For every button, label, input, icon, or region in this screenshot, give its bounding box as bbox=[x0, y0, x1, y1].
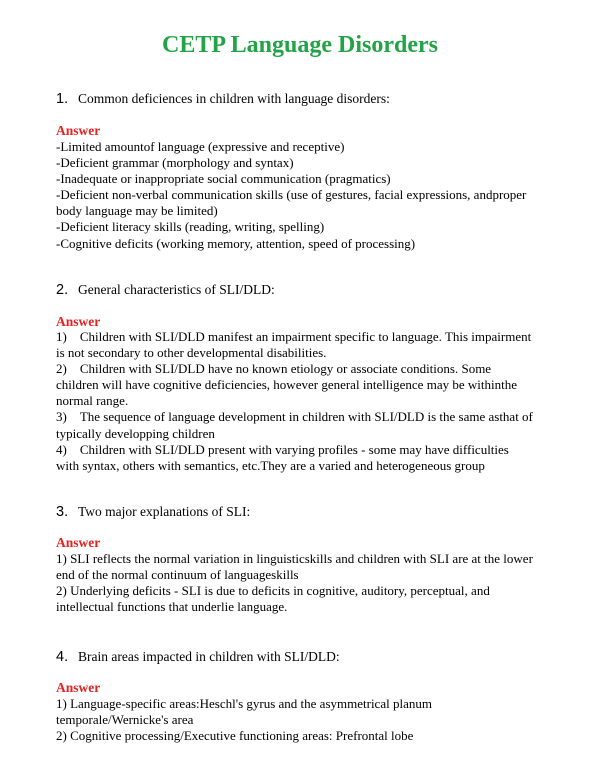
answer-line: 1) SLI reflects the normal variation in linguisticskills and children with SLI are at the lower bbox=[56, 551, 533, 566]
answer-line: 1) Language-specific areas:Heschl's gyrus and the asymmetrical planum bbox=[56, 696, 432, 711]
answer-line: normal range. bbox=[56, 393, 129, 409]
answer-4 bbox=[56, 696, 591, 744]
question-4-text: Brain areas impacted in children with SLI/DLD: bbox=[78, 649, 340, 664]
answer-1-label: Answer bbox=[56, 123, 101, 138]
answer-line: 2) Cognitive processing/Executive functioning areas: Prefrontal lobe bbox=[56, 728, 414, 744]
question-3-number: 3. bbox=[56, 504, 69, 520]
question-4 bbox=[56, 648, 576, 666]
answer-line: -Cognitive deficits (working memory, attention, speed of processing) bbox=[56, 235, 416, 251]
answer-4-label: Answer bbox=[56, 680, 101, 695]
question-1-text: Common deficiences in children with language disorders: bbox=[78, 91, 390, 106]
answer-line: 4) Children with SLI/DLD present with varying profiles - some may have difficulties bbox=[56, 441, 509, 457]
question-1-number: 1. bbox=[56, 91, 69, 107]
question-2-text: General characteristics of SLI/DLD: bbox=[78, 282, 275, 297]
answer-3 bbox=[56, 551, 591, 615]
question-3-text: Two major explanations of SLI: bbox=[78, 504, 251, 519]
answer-line: -Deficient literacy skills (reading, writing, spelling) bbox=[56, 219, 325, 235]
answer-line: typically developping children bbox=[56, 425, 215, 441]
answer-line: 2) Underlying deficits - SLI is due to deficits in cognitive, auditory, perceptual, and bbox=[56, 583, 490, 599]
answer-line: -Inadequate or inappropriate social communication (pragmatics) bbox=[56, 171, 391, 187]
question-1 bbox=[56, 90, 576, 108]
answer-line: children will have cognitive deficiencies, however general intelligence may be withinthe bbox=[56, 377, 517, 393]
answer-1 bbox=[56, 139, 591, 252]
answer-line: temporale/Wernicke's area bbox=[56, 712, 194, 728]
answer-line: -Limited amountof language (expressive and receptive) bbox=[56, 139, 345, 154]
page-title: CETP Language Disorders bbox=[161, 32, 439, 58]
answer-line: intellectual functions that underlie language. bbox=[56, 599, 288, 615]
question-4-number: 4. bbox=[56, 649, 69, 665]
answer-line: 2) Children with SLI/DLD have no known etiology or associate conditions. Some bbox=[56, 361, 492, 377]
question-3 bbox=[56, 503, 576, 521]
answer-line: body language may be limited) bbox=[56, 203, 218, 219]
answer-line: with syntax, others with semantics, etc.They are a varied and heterogeneous group bbox=[56, 457, 485, 473]
question-2 bbox=[56, 281, 576, 299]
answer-2 bbox=[56, 329, 591, 474]
answer-line: 1) Children with SLI/DLD manifest an impairment specific to language. This impairment bbox=[56, 329, 532, 344]
question-2-number: 2. bbox=[56, 282, 69, 298]
answer-line: is not secondary to other developmental disabilities. bbox=[56, 345, 327, 361]
answer-line: -Deficient grammar (morphology and syntax) bbox=[56, 155, 294, 171]
answer-line: 3) The sequence of language development in children with SLI/DLD is the same asthat of bbox=[56, 409, 533, 425]
answer-3-label: Answer bbox=[56, 535, 101, 550]
answer-2-label: Answer bbox=[56, 314, 101, 329]
answer-line: end of the normal continuum of languageskills bbox=[56, 567, 299, 583]
answer-line: -Deficient non-verbal communication skills (use of gestures, facial expressions, andproper bbox=[56, 187, 527, 203]
